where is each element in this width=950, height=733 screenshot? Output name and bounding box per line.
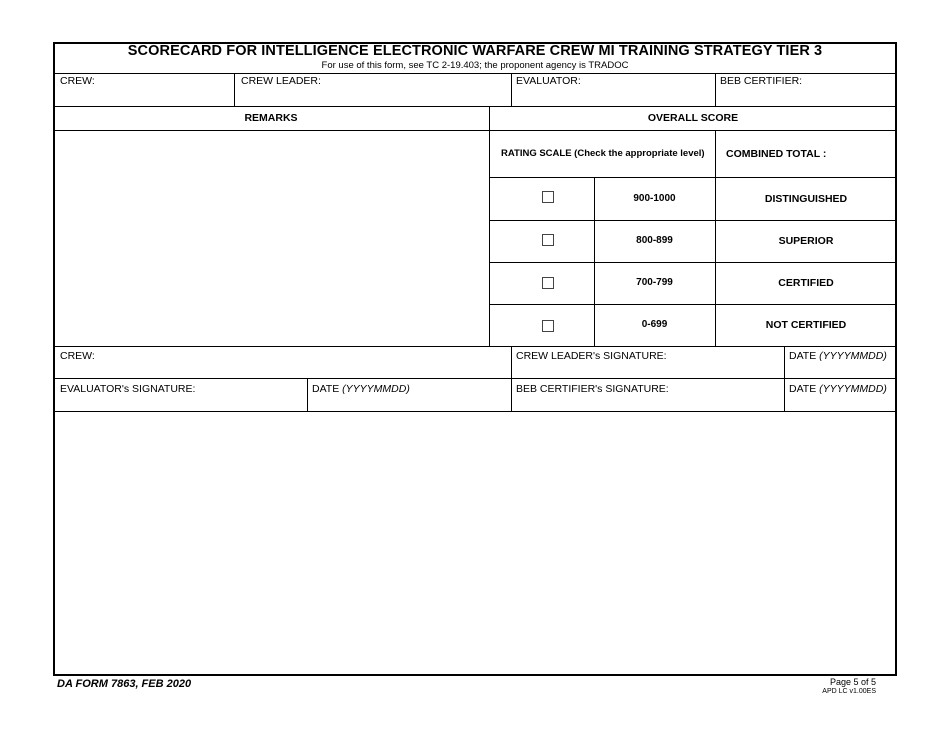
rule [53,73,897,74]
rule [784,346,785,411]
date-format: (YYYYMMDD) [342,383,410,395]
rule [489,262,897,263]
evaluator-field[interactable]: EVALUATOR: [516,75,581,87]
combined-total-field[interactable]: COMBINED TOTAL : [726,148,827,160]
page-number: Page 5 of 5 [829,677,876,687]
beb-certifier-date-field[interactable] [789,383,887,395]
remarks-textarea[interactable] [55,132,487,344]
rule [489,304,897,305]
rule [53,411,897,412]
rule [489,177,897,178]
rating-scale-label: RATING SCALE (Check the appropriate level) [501,148,705,159]
range-800-899: 800-899 [636,235,673,246]
rating-distinguished: DISTINGUISHED [764,193,848,205]
rule [53,106,897,107]
crew-leader-field[interactable]: CREW LEADER: [241,75,321,87]
crew-signature-field[interactable]: CREW: [60,350,95,362]
evaluator-signature-field[interactable]: EVALUATOR's SIGNATURE: [60,383,196,395]
overall-score-header: OVERALL SCORE [647,112,739,124]
rule [715,73,716,106]
checkbox-not-certified[interactable] [542,320,554,332]
range-700-799: 700-799 [636,277,673,288]
rule [489,220,897,221]
range-0-699: 0-699 [641,319,668,330]
evaluator-date-field[interactable] [312,383,410,395]
rule [511,73,512,106]
date-label: DATE [312,383,343,395]
crew-leader-signature-field[interactable]: CREW LEADER's SIGNATURE: [516,350,667,362]
date-label: DATE [789,383,820,395]
blank-area [55,413,895,673]
rule [511,346,512,411]
rule [53,130,897,131]
date-format: (YYYYMMDD) [819,350,887,362]
date-format: (YYYYMMDD) [819,383,887,395]
beb-certifier-signature-field[interactable]: BEB CERTIFIER's SIGNATURE: [516,383,669,395]
date-label: DATE [789,350,820,362]
rating-certified: CERTIFIED [778,277,834,289]
rule [53,378,897,379]
rule [489,106,490,346]
checkbox-superior[interactable] [542,234,554,246]
beb-certifier-field[interactable]: BEB CERTIFIER: [720,75,803,87]
rule [307,378,308,411]
form-number: DA FORM 7863, FEB 2020 [57,678,192,690]
rating-not-certified: NOT CERTIFIED [765,319,847,331]
crew-field[interactable]: CREW: [60,75,95,87]
range-900-1000: 900-1000 [633,193,676,204]
crew-leader-date-field[interactable] [789,350,887,362]
remarks-header: REMARKS [244,112,298,124]
rating-superior: SUPERIOR [778,235,834,247]
checkbox-distinguished[interactable] [542,191,554,203]
checkbox-certified[interactable] [542,277,554,289]
form-subtitle: For use of this form, see TC 2-19.403; the proponent agency is TRADOC [321,60,629,71]
form-title: SCORECARD FOR INTELLIGENCE ELECTRONIC WARFARE CREW MI TRAINING STRATEGY TIER 3 [127,43,823,59]
form-version: APD LC v1.00ES [822,688,876,695]
rule [53,346,897,347]
rule [234,73,235,106]
